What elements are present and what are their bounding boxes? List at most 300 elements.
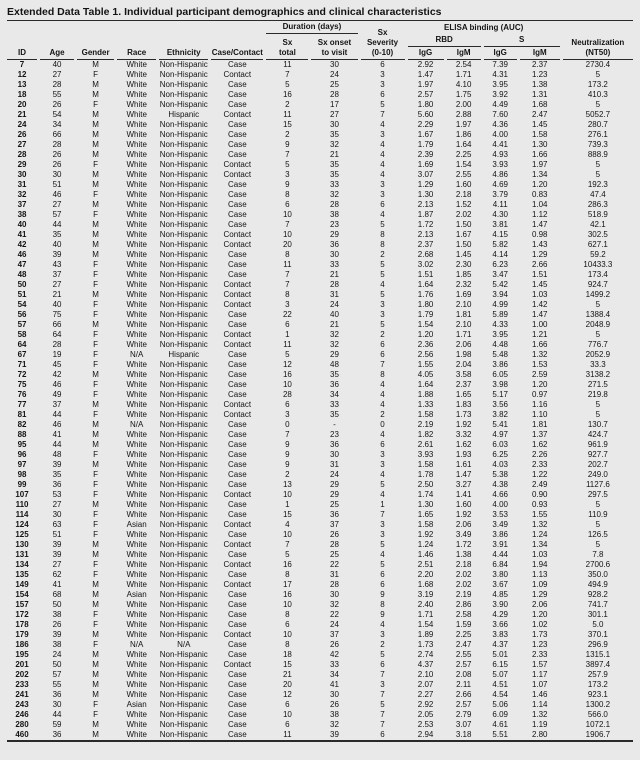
cell-sx-onset: 38 bbox=[330, 210, 339, 219]
cell-rbd-igg: 2.57 bbox=[417, 90, 434, 99]
cell-gender: F bbox=[93, 640, 99, 649]
cell-rbd-igm: 1.64 bbox=[455, 140, 472, 149]
cell-severity: 4 bbox=[380, 160, 385, 169]
cell-rbd-igg: 1.55 bbox=[417, 360, 434, 369]
cell-race: White bbox=[126, 90, 147, 99]
cell-sx-total: 6 bbox=[285, 720, 290, 729]
cell-severity: 5 bbox=[380, 100, 385, 109]
table-row bbox=[7, 460, 633, 470]
cell-ethnicity: Non-Hispanic bbox=[159, 420, 208, 429]
cell-rbd-igm: 2.02 bbox=[455, 570, 472, 579]
cell-rbd-igm: 3.58 bbox=[455, 370, 472, 379]
cell-s-igg: 4.33 bbox=[492, 320, 508, 329]
cell-rbd-igm: 1.92 bbox=[455, 510, 472, 519]
cell-rbd-igg: 2.37 bbox=[417, 240, 434, 249]
cell-rbd-igm: 1.50 bbox=[455, 240, 472, 249]
cell-severity: 4 bbox=[380, 380, 385, 389]
cell-s-igm: 0.90 bbox=[531, 490, 548, 499]
cell-s-igg: 3.98 bbox=[492, 380, 508, 389]
cell-rbd-igm: 2.08 bbox=[455, 670, 472, 679]
cell-rbd-igm: 2.18 bbox=[455, 560, 472, 569]
cell-nt50: 286.3 bbox=[587, 200, 608, 209]
cell-gender: M bbox=[92, 650, 99, 659]
table-row bbox=[7, 360, 633, 370]
cell-ethnicity: Non-Hispanic bbox=[159, 660, 208, 669]
cell-nt50: 5 bbox=[595, 70, 601, 79]
cell-age: 75 bbox=[52, 310, 62, 319]
cell-race: Asian bbox=[126, 590, 147, 599]
cell-sx-total: 11 bbox=[283, 260, 292, 269]
cell-ethnicity: Non-Hispanic bbox=[159, 710, 208, 719]
cell-gender: M bbox=[92, 690, 99, 699]
cell-rbd-igg: 1.47 bbox=[417, 70, 434, 79]
cell-race: White bbox=[126, 200, 147, 209]
cell-case-contact: Case bbox=[227, 80, 247, 89]
cell-age: 24 bbox=[52, 650, 62, 659]
cell-severity: 4 bbox=[380, 620, 385, 629]
cell-sx-total: 6 bbox=[285, 320, 290, 329]
cell-ethnicity: Non-Hispanic bbox=[159, 670, 208, 679]
cell-s-igm: 1.34 bbox=[531, 540, 548, 549]
cell-case-contact: Case bbox=[227, 430, 247, 439]
cell-id: 41 bbox=[17, 230, 27, 239]
cell-rbd-igg: 2.74 bbox=[417, 650, 434, 659]
table-row bbox=[7, 390, 633, 400]
cell-s-igg: 3.79 bbox=[492, 190, 508, 199]
cell-rbd-igg: 1.30 bbox=[417, 190, 434, 199]
cell-age: 54 bbox=[52, 110, 62, 119]
cell-id: 77 bbox=[17, 400, 27, 409]
cell-age: 51 bbox=[52, 530, 62, 539]
cell-nt50: 741.7 bbox=[587, 600, 608, 609]
cell-sx-onset: 28 bbox=[330, 280, 339, 289]
cell-s-igg: 3.67 bbox=[492, 580, 508, 589]
cell-nt50: 1388.4 bbox=[585, 310, 611, 319]
cell-s-igm: 2.47 bbox=[531, 110, 548, 119]
cell-race: White bbox=[126, 630, 147, 639]
cell-race: White bbox=[126, 450, 147, 459]
cell-case-contact: Case bbox=[227, 260, 247, 269]
cell-rbd-igm: 1.62 bbox=[455, 440, 472, 449]
cell-case-contact: Contact bbox=[223, 290, 252, 299]
cell-sx-onset: 29 bbox=[330, 480, 339, 489]
cell-nt50: 1127.6 bbox=[585, 480, 610, 489]
cell-race: White bbox=[126, 310, 147, 319]
cell-nt50: 928.2 bbox=[587, 590, 608, 599]
cell-sx-onset: 37 bbox=[330, 630, 339, 639]
cell-s-igm: 1.17 bbox=[531, 670, 548, 679]
cell-rbd-igm: 2.88 bbox=[455, 110, 472, 119]
cell-race: White bbox=[126, 250, 147, 259]
cell-ethnicity: Non-Hispanic bbox=[159, 180, 208, 189]
cell-case-contact: Case bbox=[227, 720, 247, 729]
cell-id: 58 bbox=[17, 330, 27, 339]
cell-case-contact: Case bbox=[227, 710, 247, 719]
cell-sx-total: 3 bbox=[285, 170, 290, 179]
cell-id: 95 bbox=[17, 440, 27, 449]
cell-severity: 6 bbox=[380, 660, 385, 669]
cell-rbd-igm: 1.71 bbox=[455, 70, 472, 79]
cell-age: 38 bbox=[52, 640, 62, 649]
table-row bbox=[7, 320, 633, 330]
cell-id: 131 bbox=[15, 550, 29, 559]
cell-rbd-igm: 1.93 bbox=[455, 450, 472, 459]
cell-ethnicity: Non-Hispanic bbox=[159, 680, 208, 689]
cell-s-igg: 3.56 bbox=[492, 400, 508, 409]
table-row bbox=[7, 290, 633, 300]
cell-nt50: 257.9 bbox=[587, 670, 608, 679]
cell-ethnicity: Hispanic bbox=[168, 350, 200, 359]
cell-rbd-igm: 1.52 bbox=[455, 200, 472, 209]
cell-rbd-igg: 2.51 bbox=[417, 560, 434, 569]
cell-sx-onset: 36 bbox=[330, 380, 339, 389]
cell-race: N/A bbox=[130, 640, 144, 649]
cell-ethnicity: Non-Hispanic bbox=[159, 340, 208, 349]
cell-s-igg: 4.86 bbox=[492, 170, 508, 179]
cell-ethnicity: Non-Hispanic bbox=[159, 500, 208, 509]
cell-case-contact: Contact bbox=[223, 230, 252, 239]
cell-gender: F bbox=[93, 470, 99, 479]
cell-nt50: 301.1 bbox=[587, 610, 608, 619]
cell-rbd-igg: 2.68 bbox=[417, 250, 434, 259]
cell-age: 26 bbox=[52, 150, 62, 159]
table-row bbox=[7, 720, 633, 730]
cell-s-igg: 4.69 bbox=[492, 180, 508, 189]
cell-sx-total: 10 bbox=[282, 230, 292, 239]
cell-gender: M bbox=[92, 500, 99, 509]
cell-nt50: 1499.2 bbox=[585, 290, 611, 299]
cell-s-igm: 1.94 bbox=[531, 560, 548, 569]
cell-age: 45 bbox=[52, 360, 62, 369]
cell-sx-onset: 22 bbox=[330, 560, 339, 569]
cell-gender: F bbox=[93, 350, 99, 359]
cell-gender: M bbox=[92, 180, 99, 189]
cell-s-igg: 6.03 bbox=[492, 440, 508, 449]
cell-id: 71 bbox=[17, 360, 27, 369]
cell-s-igm: 1.43 bbox=[531, 240, 548, 249]
cell-case-contact: Contact bbox=[223, 630, 252, 639]
cell-rbd-igm: 1.73 bbox=[455, 410, 472, 419]
cell-s-igg: 4.85 bbox=[492, 590, 508, 599]
cell-id: 98 bbox=[17, 470, 27, 479]
cell-case-contact: Case bbox=[227, 530, 247, 539]
cell-rbd-igm: 1.41 bbox=[455, 490, 472, 499]
col-header-s-igm: IgM bbox=[520, 47, 560, 60]
cell-sx-onset: 35 bbox=[330, 370, 339, 379]
cell-sx-total: 7 bbox=[285, 540, 290, 549]
cell-case-contact: Case bbox=[227, 200, 247, 209]
cell-race: White bbox=[126, 150, 147, 159]
cell-gender: M bbox=[92, 200, 99, 209]
cell-rbd-igm: 3.49 bbox=[455, 530, 472, 539]
cell-s-igg: 4.30 bbox=[492, 210, 508, 219]
cell-race: White bbox=[126, 690, 147, 699]
cell-rbd-igm: 2.66 bbox=[455, 690, 472, 699]
cell-ethnicity: Non-Hispanic bbox=[159, 690, 208, 699]
cell-s-igg: 5.51 bbox=[492, 730, 508, 739]
cell-rbd-igm: 1.47 bbox=[455, 470, 472, 479]
cell-case-contact: Case bbox=[227, 380, 247, 389]
cell-s-igg: 5.06 bbox=[492, 700, 508, 709]
cell-case-contact: Case bbox=[227, 500, 247, 509]
cell-age: 34 bbox=[52, 120, 62, 129]
table-row bbox=[7, 220, 633, 230]
cell-gender: M bbox=[92, 670, 99, 679]
cell-sx-onset: 31 bbox=[330, 290, 339, 299]
cell-s-igm: 1.66 bbox=[531, 340, 548, 349]
table-row bbox=[7, 520, 633, 530]
cell-severity: 7 bbox=[380, 510, 385, 519]
cell-s-igg: 5.42 bbox=[492, 280, 508, 289]
cell-id: 13 bbox=[17, 80, 27, 89]
cell-race: White bbox=[126, 190, 147, 199]
cell-rbd-igg: 1.92 bbox=[417, 530, 434, 539]
cell-rbd-igm: 3.32 bbox=[455, 430, 472, 439]
table-row bbox=[7, 170, 633, 180]
cell-race: White bbox=[126, 670, 147, 679]
cell-ethnicity: Non-Hispanic bbox=[159, 120, 208, 129]
cell-race: White bbox=[126, 660, 147, 669]
cell-rbd-igm: 1.69 bbox=[455, 290, 472, 299]
cell-sx-onset: 30 bbox=[330, 120, 339, 129]
cell-rbd-igg: 2.53 bbox=[417, 720, 434, 729]
cell-rbd-igm: 2.06 bbox=[455, 520, 472, 529]
cell-id: 157 bbox=[15, 600, 29, 609]
cell-s-igm: 1.07 bbox=[531, 680, 548, 689]
cell-severity: 5 bbox=[380, 260, 385, 269]
cell-rbd-igg: 1.69 bbox=[417, 160, 434, 169]
table-row bbox=[7, 350, 633, 360]
cell-case-contact: Case bbox=[227, 690, 247, 699]
cell-gender: M bbox=[92, 550, 99, 559]
cell-sx-onset: 32 bbox=[330, 190, 339, 199]
cell-nt50: 494.9 bbox=[587, 580, 608, 589]
cell-race: White bbox=[126, 410, 147, 419]
cell-gender: M bbox=[92, 660, 99, 669]
cell-gender: F bbox=[93, 70, 99, 79]
table-row bbox=[7, 130, 633, 140]
cell-gender: M bbox=[92, 170, 99, 179]
cell-s-igm: 0.97 bbox=[531, 390, 548, 399]
cell-case-contact: Case bbox=[227, 100, 247, 109]
cell-case-contact: Case bbox=[227, 270, 247, 279]
cell-ethnicity: Non-Hispanic bbox=[159, 230, 208, 239]
cell-sx-total: 7 bbox=[285, 220, 290, 229]
cell-s-igm: 1.57 bbox=[531, 660, 548, 669]
cell-nt50: 923.1 bbox=[587, 690, 608, 699]
cell-sx-onset: 29 bbox=[330, 350, 339, 359]
cell-severity: 7 bbox=[380, 690, 385, 699]
col-header-gender: Gender bbox=[77, 21, 114, 60]
cell-gender: F bbox=[93, 380, 99, 389]
cell-age: 42 bbox=[52, 370, 62, 379]
cell-s-igg: 6.84 bbox=[492, 560, 508, 569]
cell-s-igg: 4.37 bbox=[492, 640, 508, 649]
cell-s-igm: 1.19 bbox=[531, 720, 548, 729]
cell-rbd-igg: 3.07 bbox=[417, 170, 434, 179]
cell-s-igm: 1.51 bbox=[531, 270, 548, 279]
cell-gender: F bbox=[93, 310, 99, 319]
cell-nt50: 5052.7 bbox=[585, 110, 611, 119]
cell-rbd-igm: 1.59 bbox=[455, 620, 472, 629]
cell-severity: 3 bbox=[380, 460, 385, 469]
cell-severity: 8 bbox=[380, 240, 385, 249]
cell-s-igg: 3.86 bbox=[492, 360, 508, 369]
cell-rbd-igg: 3.93 bbox=[417, 450, 434, 459]
cell-nt50: 33.3 bbox=[590, 360, 606, 369]
table-row bbox=[7, 180, 633, 190]
cell-race: White bbox=[126, 180, 147, 189]
cell-severity: 3 bbox=[380, 70, 385, 79]
cell-s-igm: 1.45 bbox=[531, 280, 548, 289]
cell-ethnicity: Non-Hispanic bbox=[159, 440, 208, 449]
cell-rbd-igg: 2.27 bbox=[417, 690, 434, 699]
table-row bbox=[7, 600, 633, 610]
cell-ethnicity: Non-Hispanic bbox=[159, 220, 208, 229]
cell-s-igm: 1.32 bbox=[531, 710, 548, 719]
cell-rbd-igm: 1.81 bbox=[455, 310, 472, 319]
table-header bbox=[7, 21, 633, 60]
cell-nt50: 3138.2 bbox=[585, 370, 611, 379]
cell-sx-total: 11 bbox=[283, 730, 292, 739]
cell-case-contact: Contact bbox=[223, 110, 252, 119]
cell-id: 28 bbox=[17, 150, 27, 159]
cell-sx-onset: 48 bbox=[330, 360, 339, 369]
cell-s-igm: 1.47 bbox=[531, 310, 548, 319]
cell-nt50: 271.5 bbox=[587, 380, 608, 389]
cell-ethnicity: Non-Hispanic bbox=[159, 310, 208, 319]
cell-s-igm: 2.59 bbox=[531, 370, 548, 379]
cell-s-igg: 4.31 bbox=[492, 70, 508, 79]
cell-sx-onset: 32 bbox=[330, 140, 339, 149]
table-row bbox=[7, 490, 633, 500]
cell-race: White bbox=[126, 400, 147, 409]
cell-rbd-igm: 3.27 bbox=[455, 480, 472, 489]
cell-s-igm: 1.02 bbox=[531, 620, 548, 629]
table-row bbox=[7, 530, 633, 540]
table-row bbox=[7, 480, 633, 490]
table-row bbox=[7, 550, 633, 560]
cell-rbd-igg: 2.50 bbox=[417, 480, 434, 489]
cell-rbd-igg: 1.58 bbox=[417, 520, 434, 529]
cell-severity: 5 bbox=[380, 700, 385, 709]
cell-rbd-igg: 1.82 bbox=[417, 430, 434, 439]
table-row bbox=[7, 280, 633, 290]
cell-ethnicity: Non-Hispanic bbox=[159, 720, 208, 729]
table-body bbox=[7, 60, 633, 740]
cell-id: 96 bbox=[17, 450, 27, 459]
cell-sx-onset: 32 bbox=[330, 330, 339, 339]
cell-severity: 2 bbox=[380, 250, 385, 259]
cell-gender: M bbox=[92, 720, 99, 729]
cell-nt50: 5 bbox=[595, 170, 601, 179]
cell-rbd-igg: 2.07 bbox=[417, 680, 434, 689]
cell-s-igm: 1.03 bbox=[531, 550, 548, 559]
cell-sx-onset: 24 bbox=[330, 620, 339, 629]
cell-age: 37 bbox=[52, 400, 62, 409]
cell-rbd-igm: 2.18 bbox=[455, 190, 472, 199]
group-header-duration: Duration (days) bbox=[266, 21, 357, 34]
cell-nt50: 5 bbox=[595, 400, 601, 409]
cell-race: White bbox=[126, 650, 147, 659]
cell-gender: F bbox=[93, 160, 99, 169]
cell-severity: 7 bbox=[380, 110, 385, 119]
cell-sx-total: 10 bbox=[282, 710, 292, 719]
cell-sx-onset: 38 bbox=[330, 710, 339, 719]
cell-s-igg: 6.05 bbox=[492, 370, 508, 379]
cell-sx-total: 22 bbox=[282, 310, 292, 319]
cell-sx-total: 11 bbox=[283, 60, 292, 69]
cell-race: White bbox=[126, 550, 147, 559]
cell-race: White bbox=[126, 110, 147, 119]
table-row bbox=[7, 470, 633, 480]
cell-id: 27 bbox=[17, 140, 27, 149]
cell-sx-onset: 33 bbox=[330, 660, 339, 669]
cell-rbd-igm: 1.54 bbox=[455, 160, 472, 169]
cell-age: 39 bbox=[52, 250, 62, 259]
cell-id: 241 bbox=[15, 690, 29, 699]
cell-race: White bbox=[126, 430, 147, 439]
cell-ethnicity: Non-Hispanic bbox=[159, 60, 208, 69]
cell-age: 66 bbox=[52, 320, 62, 329]
cell-s-igg: 5.41 bbox=[492, 420, 508, 429]
cell-s-igg: 4.15 bbox=[492, 230, 508, 239]
cell-race: White bbox=[126, 480, 147, 489]
cell-id: 47 bbox=[17, 260, 27, 269]
cell-gender: M bbox=[92, 460, 99, 469]
cell-s-igm: 2.49 bbox=[531, 480, 548, 489]
table-row bbox=[7, 570, 633, 580]
cell-sx-total: 2 bbox=[285, 130, 290, 139]
cell-gender: M bbox=[92, 230, 99, 239]
cell-nt50: 5 bbox=[595, 100, 601, 109]
cell-s-igm: 1.32 bbox=[531, 350, 548, 359]
cell-sx-total: 7 bbox=[285, 280, 290, 289]
cell-race: White bbox=[126, 500, 147, 509]
cell-case-contact: Contact bbox=[223, 240, 252, 249]
cell-sx-onset: 30 bbox=[330, 250, 339, 259]
cell-rbd-igm: 2.02 bbox=[455, 210, 472, 219]
cell-rbd-igg: 5.60 bbox=[417, 110, 434, 119]
cell-ethnicity: Non-Hispanic bbox=[159, 160, 208, 169]
cell-sx-onset: 35 bbox=[330, 160, 339, 169]
cell-age: 26 bbox=[52, 160, 62, 169]
cell-rbd-igm: 1.75 bbox=[455, 90, 472, 99]
cell-case-contact: Case bbox=[227, 220, 247, 229]
cell-s-igm: 1.38 bbox=[531, 80, 548, 89]
cell-ethnicity: Non-Hispanic bbox=[159, 80, 208, 89]
cell-s-igg: 6.09 bbox=[492, 710, 508, 719]
cell-ethnicity: Non-Hispanic bbox=[159, 530, 208, 539]
cell-nt50: 518.9 bbox=[587, 210, 608, 219]
table-row bbox=[7, 540, 633, 550]
cell-ethnicity: Non-Hispanic bbox=[159, 620, 208, 629]
cell-sx-total: 9 bbox=[285, 440, 290, 449]
cell-sx-total: 18 bbox=[282, 650, 292, 659]
cell-id: 88 bbox=[17, 430, 27, 439]
table-row bbox=[7, 640, 633, 650]
cell-gender: F bbox=[93, 570, 99, 579]
cell-id: 32 bbox=[17, 190, 27, 199]
cell-sx-total: 16 bbox=[282, 370, 292, 379]
cell-sx-onset: 32 bbox=[330, 340, 339, 349]
cell-id: 154 bbox=[15, 590, 29, 599]
cell-id: 12 bbox=[17, 70, 27, 79]
cell-age: 37 bbox=[52, 270, 62, 279]
cell-nt50: 126.5 bbox=[587, 530, 608, 539]
cell-s-igm: 1.20 bbox=[531, 610, 548, 619]
cell-nt50: 566.0 bbox=[587, 710, 608, 719]
